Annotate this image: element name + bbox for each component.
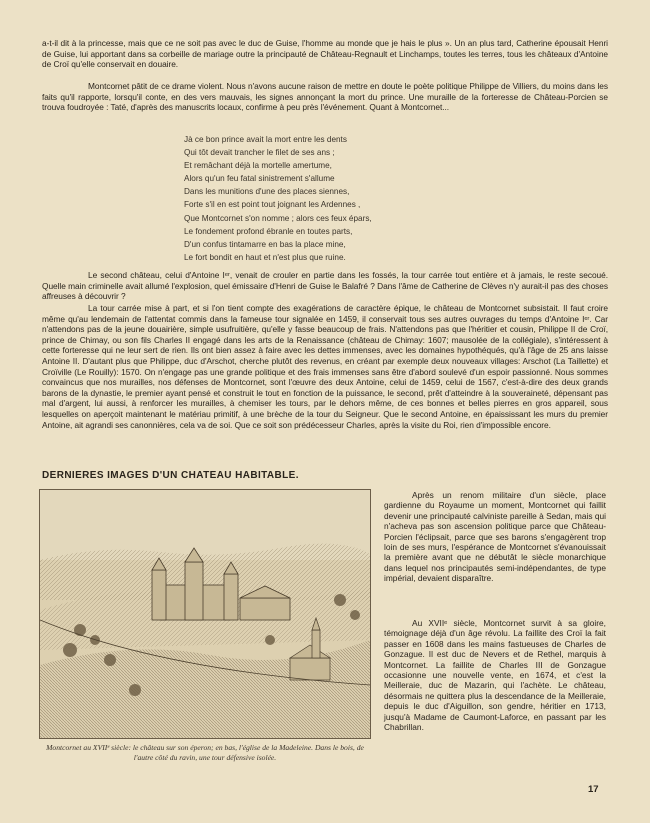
verse-quotation xyxy=(184,133,484,264)
verse-line: Le fondement profond ébranle en toutes parts, xyxy=(184,226,353,236)
section-heading: DERNIERES IMAGES D'UN CHATEAU HABITABLE. xyxy=(42,470,299,481)
right-column-paragraph-2 xyxy=(384,618,606,732)
verse-line: Qui tôt devait trancher le filet de ses ans ; xyxy=(184,148,335,158)
verse-line: Jà ce bon prince avait la mort entre les dents xyxy=(184,135,347,144)
paragraph-4-text: La tour carrée mise à part, et si l'on tient compte des exagérations de caractère épique, le château de Montcornet subsistait. Il faut croire même qu'au lendemain de l'attentat commis dans la fameuse tour signalée en 1459, il conservait tous ses autres ouvrages du temps d'Antoine Iᵉʳ. Car n'attendons pas de la jeune douairière, simple usufruitière, qu'elle y fasse beaucoup de frais. N'attendons pas que l'héritier et cousin, Philippe II de Croï, prince de Chimay, ou son fils Charles II engagé dans les arts de la Renaissance (château de Chimay: 1607; mausolée de la collégiale), s'intéressent à cette forteresse qui ne leur sert de rien. Ils ont bien assez à faire avec les dettes immenses, avec les domaines hypothéqués, qu'à l'âge de 25 ans laisse Antoine II. D'autant plus que Philippe, duc d'Arschot, cherche plutôt des revenus, en créant par exemple deux nouveaux villages: Arschot (La Taillette) et Croïville (Le Rouilly): 1570. On n'engage pas une grande politique et des frais immenses sans être d'abord soulevé d'un espoir passionné. Nous sommes convaincus que nos murailles, nos défenses de Montcornet, sont l'œuvre des deux Antoine, celui de 1459, celui de 1567, c'est-à-dire des deux grands barons de la dynastie, le premier ayant pensé et construit le tout en fonction de la puissance, le second, prêt d'atteindre à la souveraineté, dépensant pas mal d'argent, lui aussi, à renforcer les murailles, à chemiser les tours, par le dehors même, de ces bonnes et belles pierres en gros appareil, sous lesquelles on aperçoit maintenant le matériau primitif, à une brèche de la tour du Seigneur. Que le second Antoine, en épaississant les murs du premier Antoine, ait agrandi ses canonnières, cela va de soi. Que ce soit son prédécesseur Charles, après la visite du Roi, rien d'impossible encore. xyxy=(42,303,608,430)
paragraph-1-text: a-t-il dit à la princesse, mais que ce ne soit pas avec le duc de Guise, l'homme au monde que je hais le plus ». Un an plus tard, Catherine épousait Henri de Guise, lui apportant dans sa corbeille de mariage outre la principauté de Château-Regnault et Linchamps, toutes les terres, tous les châteaux d'Antoine de Croï qu'elle conservait en douaire. xyxy=(42,38,608,70)
right-paragraph-1-text: Après un renom militaire d'un siècle, place gardienne du Royaume un moment, Montcornet qui faillit devenir une principauté calviniste pareille à Sedan, mais qui n'acheva pas son ascension politique parce que Château-Porcien l'éclipsait, parce que ses barons s'engagèrent trop loin de ses murs, l'espérance de Montcornet s'évanouissait la première avant que ne débutât le siècle monarchique dans lequel nos principautés semi-indépendantes, de type impérial, devaient disparaître. xyxy=(384,490,606,584)
engraving-illustration xyxy=(39,489,371,739)
page-number: 17 xyxy=(588,784,599,795)
castle-engraving-image xyxy=(40,490,370,738)
paragraph-3-text: Le second château, celui d'Antoine Iᵉʳ, venait de crouler en partie dans les fossés, la tour carrée tout entière et à jamais, le reste secoué. Quelle main criminelle avait allumé l'explosion, quel émissaire d'Henri de Guise le Balafré ? Dans l'âme de Catherine de Clèves n'y aurait-il pas des choses affreuses à découvrir ? xyxy=(42,270,608,302)
verse-line: Alors qu'un feu fatal sinistrement s'allume xyxy=(184,174,335,184)
verse-line: Et remâchant déjà la mortelle amertume, xyxy=(184,161,332,171)
paragraph-2 xyxy=(42,81,608,113)
right-paragraph-2-text: Au XVIIᵉ siècle, Montcornet survit à sa gloire, témoignage déjà d'un âge révolu. La faillite des Croï la fait passer en 1608 dans les mains fastueuses de Charles de Gonzague. Il est duc de Nevers et de Rethel, marquis à Montcornet. La faillite de Charles III de Gonzague occasionne une nouvelle vente, en 1674, et c'est la Meilleraie, duc de Mazarin, qui l'achète. Le château, désormais ne quittera plus la descendance de la Meilleraie, depuis le duc d'Aiguillon, son gendre, héritier en 1713, jusqu'à Madame de Caumont-Laforce, en passant par les Chabrillan. xyxy=(384,618,606,733)
verse-line: Le fort bondit en haut et n'est plus que ruine. xyxy=(184,252,346,262)
verse-line: Dans les munitions d'une des places siennes, xyxy=(184,187,350,197)
paragraph-3 xyxy=(42,270,608,302)
figure-caption: Montcornet au XVIIᵉ siècle: le château sur son éperon; en bas, l'église de la Madeleine. Dans le bois, de l'autre côté du ravin, une tour défensive isolée. xyxy=(46,743,364,762)
verse-line: Forte s'il en est point tout joignant les Ardennes , xyxy=(184,200,361,210)
paragraph-2-text: Montcornet pâtit de ce drame violent. Nous n'avons aucune raison de mettre en doute le poète politique Philippe de Villiers, du moins dans les faits qu'il rapporte, lorsqu'il conte, en des vers mauvais, les signes annonçant la mort du prince. Une muraille de la forteresse de Château-Porcien se trouva foudroyée : Taté, d'après des manuscrits locaux, confirme à peu près l'événement. Quant à Montcornet... xyxy=(42,81,608,113)
verse-line: D'un confus tintamarre en bas la place mine, xyxy=(184,239,346,249)
verse-line: Que Montcornet s'on nomme ; alors ces feux épars, xyxy=(184,213,372,223)
paragraph-1 xyxy=(42,38,608,70)
right-column-paragraph-1 xyxy=(384,490,606,584)
paragraph-4 xyxy=(42,303,608,430)
